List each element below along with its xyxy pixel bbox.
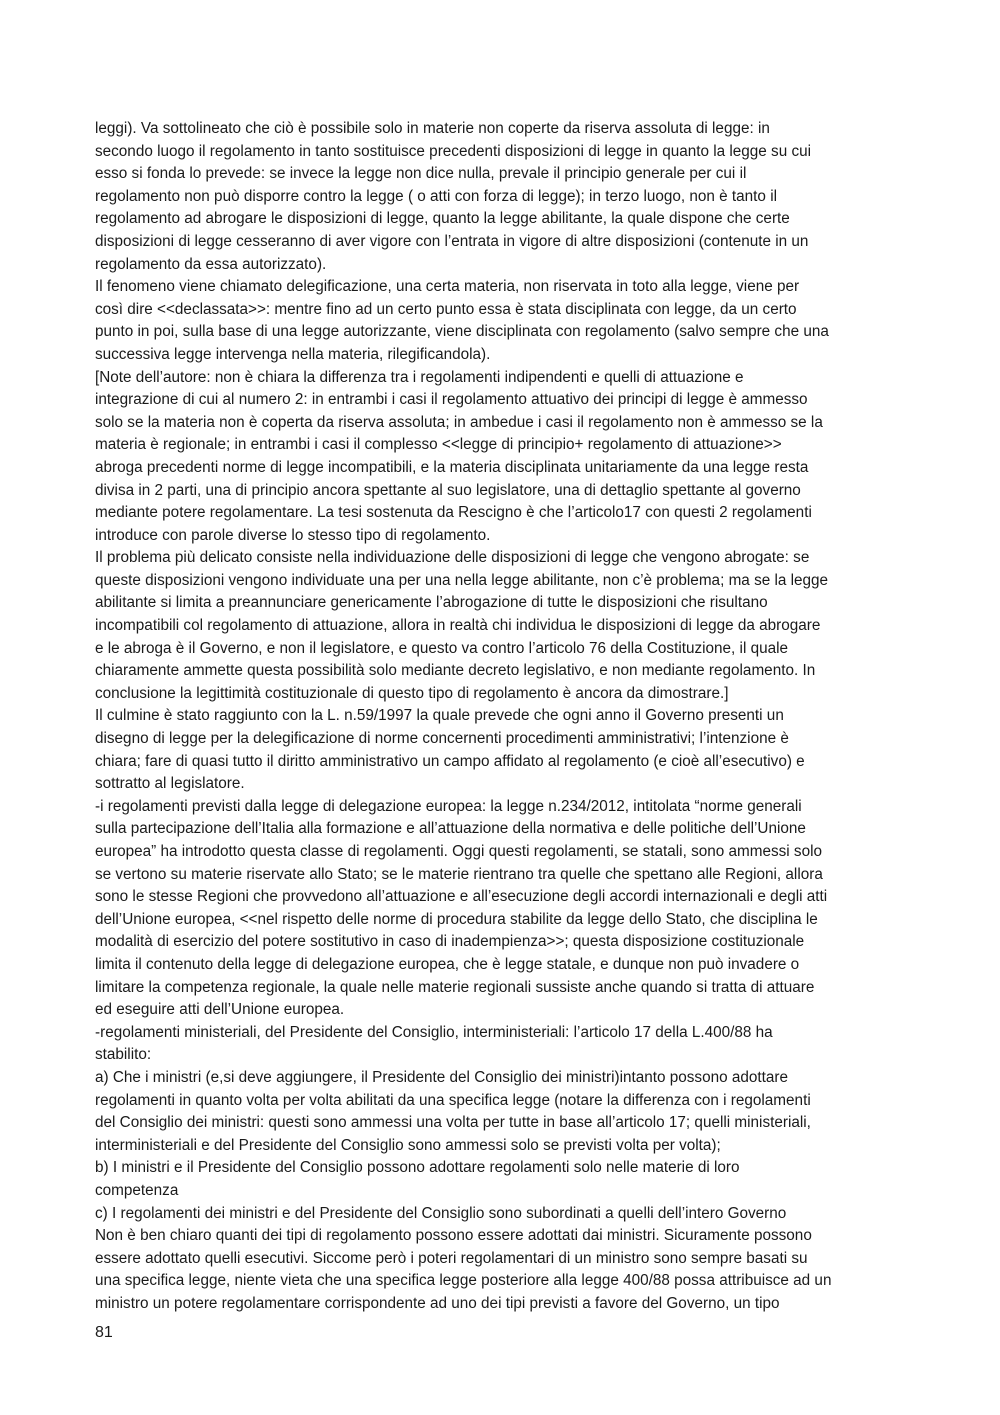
text-line: e le abroga è il Governo, e non il legislatore, e questo va contro l’articolo 76 della Costituzione, il quale xyxy=(95,639,789,657)
text-line: essere adottato quelli esecutivi. Siccome però i poteri regolamentari di un ministro sono sempre basati su xyxy=(95,1249,808,1267)
text-line: una specifica legge, niente vieta che una specifica legge posteriore alla legge 400/88 possa attribuisce ad un xyxy=(95,1272,832,1290)
text-line: del Consiglio dei ministri: questi sono ammessi una volta per tutte in base all’articolo 17; quelli ministeriali, xyxy=(95,1114,811,1132)
body-text xyxy=(95,118,910,1315)
text-line: modalità di esercizio del potere sostitutivo in caso di inadempienza>>; questa disposizione costituzionale xyxy=(95,933,805,951)
text-line: regolamento ad abrogare le disposizioni di legge, quanto la legge abilitante, la quale dispone che certe xyxy=(95,210,790,228)
text-line: queste disposizioni vengono individuate una per una nella legge abilitante, non c’è problema; ma se la legge xyxy=(95,571,829,589)
text-line: sulla partecipazione dell’Italia alla formazione e all’attuazione della normativa e delle politiche dell’Unione xyxy=(95,820,806,838)
text-line: integrazione di cui al numero 2: in entrambi i casi il regolamento attuativo dei principi di legge è ammesso xyxy=(95,391,808,409)
text-line: abroga precedenti norme di legge incompatibili, e la materia disciplinata unitariamente da una legge resta xyxy=(95,458,809,476)
text-line: Il problema più delicato consiste nella individuazione delle disposizioni di legge che vengono abrogate: se xyxy=(95,549,810,567)
text-line: competenza xyxy=(95,1181,179,1199)
text-line: chiara; fare di quasi tutto il diritto amministrativo un campo affidato al regolamento (e cioè all’esecutivo) e xyxy=(95,752,805,770)
text-line: chiaramente ammette questa possibilità solo mediante decreto legislativo, e non mediante regolamento. In xyxy=(95,662,816,680)
page-number: 81 xyxy=(95,1324,113,1341)
text-line: successiva legge intervenga nella materia, rilegificandola). xyxy=(95,345,491,363)
text-line: divisa in 2 parti, una di principio ancora spettante al suo legislatore, una di dettaglio spettante al governo xyxy=(95,481,801,499)
text-line: punto in poi, sulla base di una legge autorizzante, viene disciplinata con regolamento (salvo sempre che una xyxy=(95,323,829,341)
text-line: mediante potere regolamentare. La tesi sostenuta da Rescigno è che l’articolo17 con questi 2 regolamenti xyxy=(95,504,812,522)
text-line: sono le stesse Regioni che provvedono all’attuazione e all’esecuzione degli accordi internazionali e degli atti xyxy=(95,888,828,906)
text-line: limitare la competenza regionale, la quale nelle materie regionali sussiste anche quando si tratta di attuare xyxy=(95,978,815,996)
text-line: secondo luogo il regolamento in tanto sostituisce precedenti disposizioni di legge in quanto la legge su cui xyxy=(95,142,812,160)
text-line: conclusione la legittimità costituzionale di questo tipo di regolamento è ancora da dimostrare.] xyxy=(95,684,729,702)
text-line: ministro un potere regolamentare corrispondente ad uno dei tipi previsti a favore del Governo, un tipo xyxy=(95,1294,780,1312)
text-line: solo se la materia non è coperta da riserva assoluta; in ambedue i casi il regolamento non è ammesso se la xyxy=(95,413,823,431)
text-line: disposizioni di legge cesseranno di aver vigore con l’entrata in vigore di altre disposizioni (contenute in un xyxy=(95,232,809,250)
text-line: europea” ha introdotto questa classe di regolamenti. Oggi questi regolamenti, se statali, sono ammessi solo xyxy=(95,843,822,860)
text-line: c) I regolamenti dei ministri e del Presidente del Consiglio sono subordinati a quelli dell’intero Governo xyxy=(95,1204,787,1222)
text-line: regolamento non può disporre contro la legge ( o atti con forza di legge); in terzo luogo, non è tanto il xyxy=(95,187,777,205)
text-line: [Note dell’autore: non è chiara la differenza tra i regolamenti indipendenti e quelli di attuazione e xyxy=(95,368,744,386)
text-line: leggi). Va sottolineato che ciò è possibile solo in materie non coperte da riserva assoluta di legge: in xyxy=(95,120,770,137)
text-line: regolamenti in quanto volta per volta abilitati da una specifica legge (notare la differenza con i regolamenti xyxy=(95,1091,811,1109)
text-line: esso si fonda lo prevede: se invece la legge non dice nulla, prevale il principio generale per cui il xyxy=(95,165,747,183)
text-line: interministeriali e del Presidente del Consiglio sono ammessi solo se previsti volta per volta); xyxy=(95,1136,721,1154)
text-line: così dire <<declassata>>: mentre fino ad un certo punto essa è stata disciplinata con legge, da un certo xyxy=(95,300,797,318)
text-line: dell’Unione europea, <<nel rispetto delle norme di procedura stabilite da legge dello Stato, che disciplina le xyxy=(95,910,818,928)
text-line: sottratto al legislatore. xyxy=(95,775,245,793)
text-line: incompatibili col regolamento di attuazione, allora in realtà chi individua le disposizioni di legge da abrogare xyxy=(95,617,821,635)
text-line: abilitante si limita a preannunciare genericamente l’abrogazione di tutte le disposizioni che risultano xyxy=(95,594,768,612)
text-line: Non è ben chiaro quanti dei tipi di regolamento possono essere adottati dai ministri. Sicuramente possono xyxy=(95,1227,812,1245)
text-line: introduce con parole diverse lo stesso tipo di regolamento. xyxy=(95,526,491,544)
text-line: Il fenomeno viene chiamato delegificazione, una certa materia, non riservata in toto alla legge, viene per xyxy=(95,278,800,296)
text-line: -i regolamenti previsti dalla legge di delegazione europea: la legge n.234/2012, intitolata “norme generali xyxy=(95,797,802,815)
text-line: a) Che i ministri (e,si deve aggiungere, il Presidente del Consiglio dei ministri)intanto possono adottare xyxy=(95,1068,788,1086)
text-line: disegno di legge per la delegificazione di norme concernenti procedimenti amministrativi; l’intenzione è xyxy=(95,730,789,748)
text-line: Il culmine è stato raggiunto con la L. n.59/1997 la quale prevede che ogni anno il Governo presenti un xyxy=(95,707,784,725)
text-line: regolamento da essa autorizzato). xyxy=(95,255,327,273)
text-line: b) I ministri e il Presidente del Consiglio possono adottare regolamenti solo nelle materie di loro xyxy=(95,1159,740,1177)
text-line: se vertono su materie riservate allo Stato; se le materie rientrano tra quelle che spettano alle Regioni, allora xyxy=(95,865,823,883)
text-line: materia è regionale; in entrambi i casi il complesso <<legge di principio+ regolamento di attuazione>> xyxy=(95,436,782,454)
text-line: stabilito: xyxy=(95,1046,152,1064)
text-line: ed eseguire atti dell’Unione europea. xyxy=(95,1001,345,1019)
text-line: -regolamenti ministeriali, del Presidente del Consiglio, interministeriali: l’articolo 17 della L.400/88 ha xyxy=(95,1023,773,1041)
text-line: limita il contenuto della legge di delegazione europea, che è legge statale, e dunque non può invadere o xyxy=(95,955,800,973)
